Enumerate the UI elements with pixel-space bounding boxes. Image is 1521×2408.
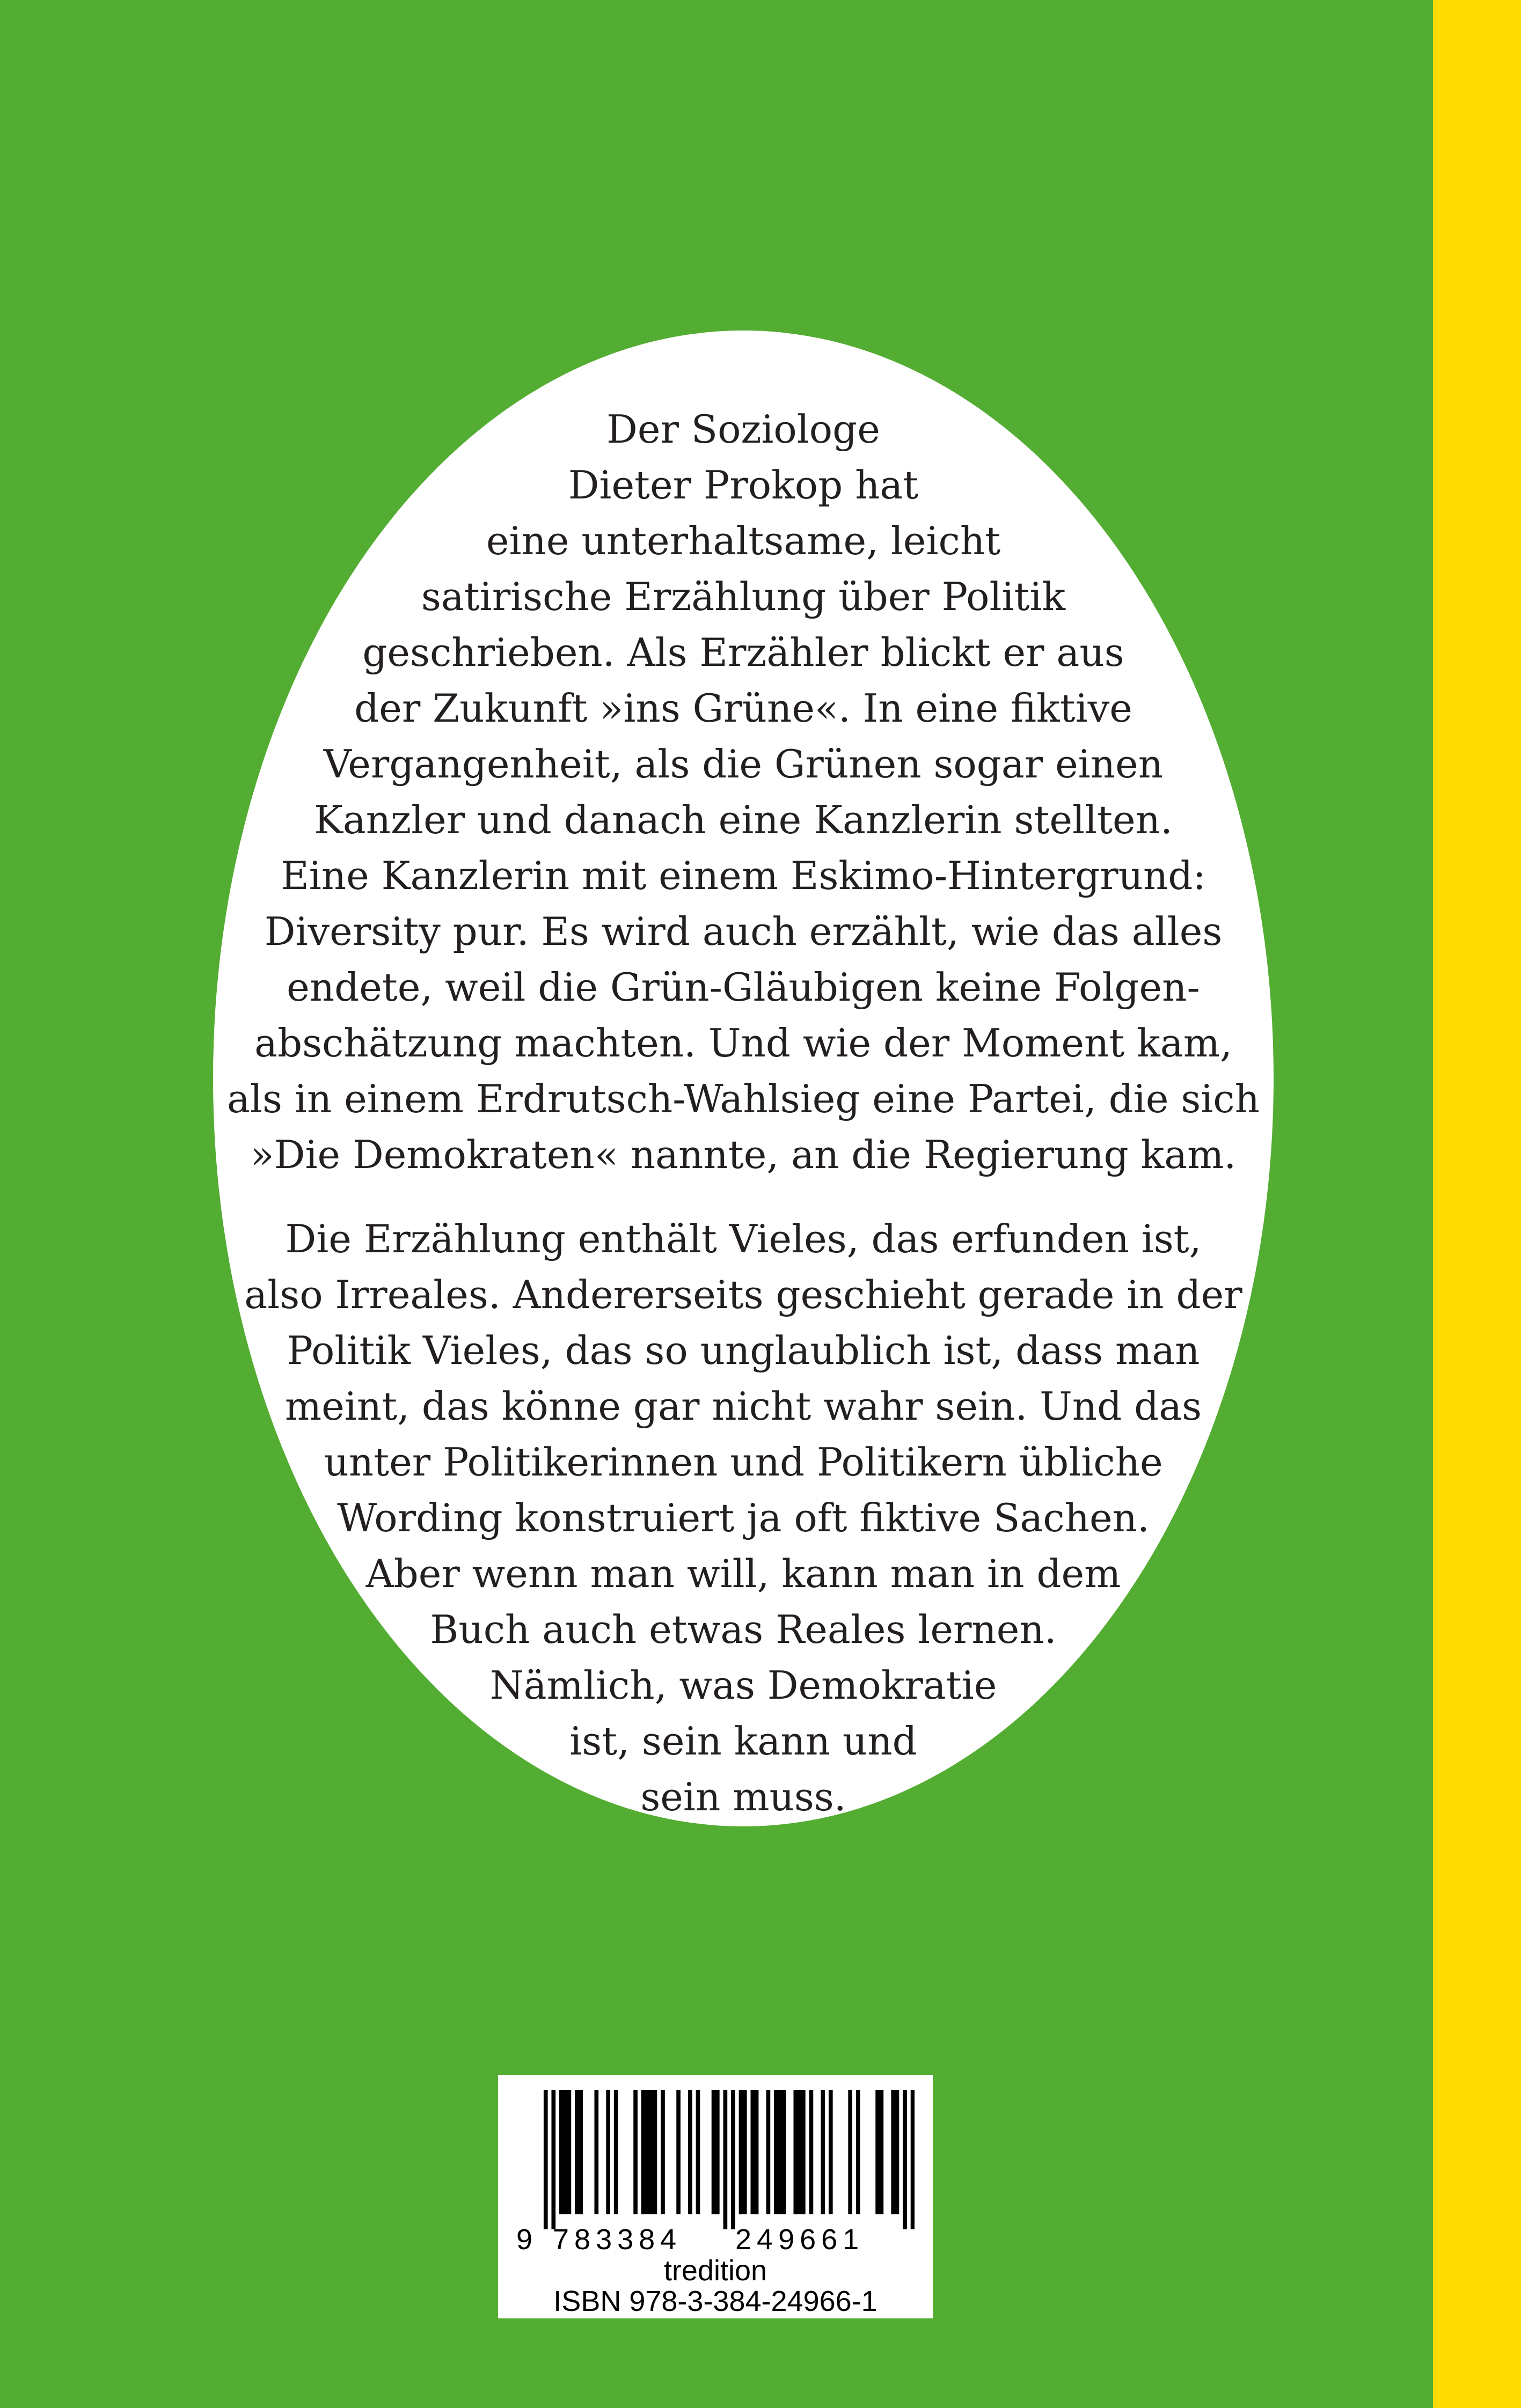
- isbn-label: ISBN 978-3-384-24966-1: [553, 2285, 878, 2317]
- barcode-bar: [688, 2090, 692, 2214]
- barcode-bar: [575, 2090, 579, 2214]
- blurb-line: abschätzung machten. Und wie der Moment kam,: [254, 1021, 1232, 1066]
- barcode-bar: [750, 2090, 755, 2214]
- barcode-bar: [848, 2090, 852, 2214]
- blurb-line: »Die Demokraten« nannte, an die Regierung kam.: [250, 1132, 1237, 1177]
- blurb-line: Wording konstruiert ja oft fiktive Sachen.: [337, 1495, 1150, 1540]
- barcode-bar: [880, 2090, 884, 2214]
- blurb-line: Nämlich, was Demokratie: [489, 1663, 997, 1708]
- barcode-bar: [563, 2090, 567, 2214]
- blurb-line: unter Politikerinnen und Politikern übliche: [324, 1440, 1163, 1485]
- blurb-paragraph-2: [204, 1211, 1283, 1825]
- barcode-bar: [809, 2090, 814, 2214]
- blurb-line: Der Soziologe: [606, 407, 880, 452]
- barcode-bar: [895, 2090, 900, 2214]
- blurb-line: der Zukunft »ins Grüne«. In eine fiktive: [354, 686, 1132, 731]
- barcode-bar: [821, 2090, 825, 2214]
- blurb-line: Die Erzählung enthält Vieles, das erfunden ist,: [285, 1216, 1202, 1261]
- barcode-right-digits: 249661: [735, 2223, 865, 2256]
- blurb-paragraph-1: [204, 401, 1283, 1183]
- blurb-line: Buch auch etwas Reales lernen.: [430, 1607, 1057, 1652]
- barcode-bar: [661, 2090, 665, 2214]
- barcode-bar: [544, 2090, 548, 2229]
- blurb-line: Aber wenn man will, kann man in dem: [365, 1551, 1121, 1596]
- barcode-bar: [801, 2090, 806, 2214]
- barcode-bar: [645, 2090, 649, 2214]
- blurb-line: Kanzler und danach eine Kanzlerin stellten.: [314, 797, 1173, 842]
- barcode-bar: [653, 2090, 657, 2214]
- blurb-line: satirische Erzählung über Politik: [421, 574, 1066, 619]
- barcode-first-digit: 9: [516, 2223, 533, 2256]
- barcode-bar: [594, 2090, 598, 2214]
- barcode-bar: [903, 2090, 907, 2229]
- barcode-bar: [778, 2090, 782, 2214]
- blurb-line: also Irreales. Andererseits geschieht gerade in der: [244, 1272, 1242, 1317]
- barcode-bar: [649, 2090, 653, 2214]
- barcode-bar: [798, 2090, 802, 2214]
- blurb-line: Politik Vieles, das so unglaublich ist, dass man: [287, 1328, 1200, 1373]
- blurb-line: Vergangenheit, als die Grünen sogar einen: [323, 742, 1164, 787]
- barcode-bar: [731, 2090, 735, 2229]
- blurb-line: Eine Kanzlerin mit einem Eskimo-Hintergrund:: [281, 853, 1206, 898]
- barcode-bar: [875, 2090, 880, 2214]
- barcode-image: [516, 2090, 915, 2229]
- barcode-bar: [793, 2090, 798, 2214]
- barcode-bar: [641, 2090, 646, 2214]
- barcode-bar: [891, 2090, 895, 2214]
- blurb-line: meint, das könne gar nicht wahr sein. Und das: [284, 1384, 1202, 1429]
- barcode-bar: [614, 2090, 618, 2214]
- barcode-bar: [676, 2090, 681, 2214]
- blurb-line: Dieter Prokop hat: [568, 462, 919, 508]
- barcode-bar: [606, 2090, 610, 2214]
- barcode-bar: [739, 2090, 743, 2214]
- barcode-bar: [559, 2090, 564, 2214]
- blurb-line: geschrieben. Als Erzähler blickt er aus: [362, 630, 1124, 675]
- barcode-bar: [774, 2090, 778, 2214]
- blurb-text: [204, 401, 1283, 1825]
- barcode-bar: [829, 2090, 833, 2214]
- barcode-bar: [856, 2090, 860, 2214]
- barcode-bar: [633, 2090, 638, 2214]
- barcode-bar: [567, 2090, 572, 2214]
- barcode-bar: [551, 2090, 555, 2229]
- publisher-name: tredition: [663, 2255, 767, 2287]
- barcode-bar: [782, 2090, 786, 2214]
- barcode-bar: [723, 2090, 728, 2229]
- barcode-bar: [696, 2090, 700, 2214]
- blurb-line: sein muss.: [640, 1774, 846, 1819]
- barcode-bar: [755, 2090, 759, 2214]
- barcode-bar: [579, 2090, 583, 2214]
- blurb-line: ist, sein kann und: [569, 1719, 917, 1764]
- spine-stripe: [1433, 0, 1521, 2408]
- barcode-bar: [766, 2090, 771, 2214]
- blurb-line: eine unterhaltsame, leicht: [486, 518, 1001, 563]
- barcode-box: [498, 2075, 933, 2318]
- barcode-bar: [715, 2090, 720, 2214]
- barcode-bar: [712, 2090, 716, 2214]
- barcode-bar: [911, 2090, 915, 2229]
- blurb-line: endete, weil die Grün-Gläubigen keine Folgen-: [287, 965, 1200, 1010]
- barcode-digits: [516, 2223, 915, 2255]
- barcode-bar: [743, 2090, 747, 2214]
- blurb-line: Diversity pur. Es wird auch erzählt, wie das alles: [264, 909, 1223, 954]
- blurb-line: als in einem Erdrutsch-Wahlsieg eine Partei, die sich: [227, 1076, 1260, 1121]
- barcode-left-digits: 783384: [553, 2223, 682, 2256]
